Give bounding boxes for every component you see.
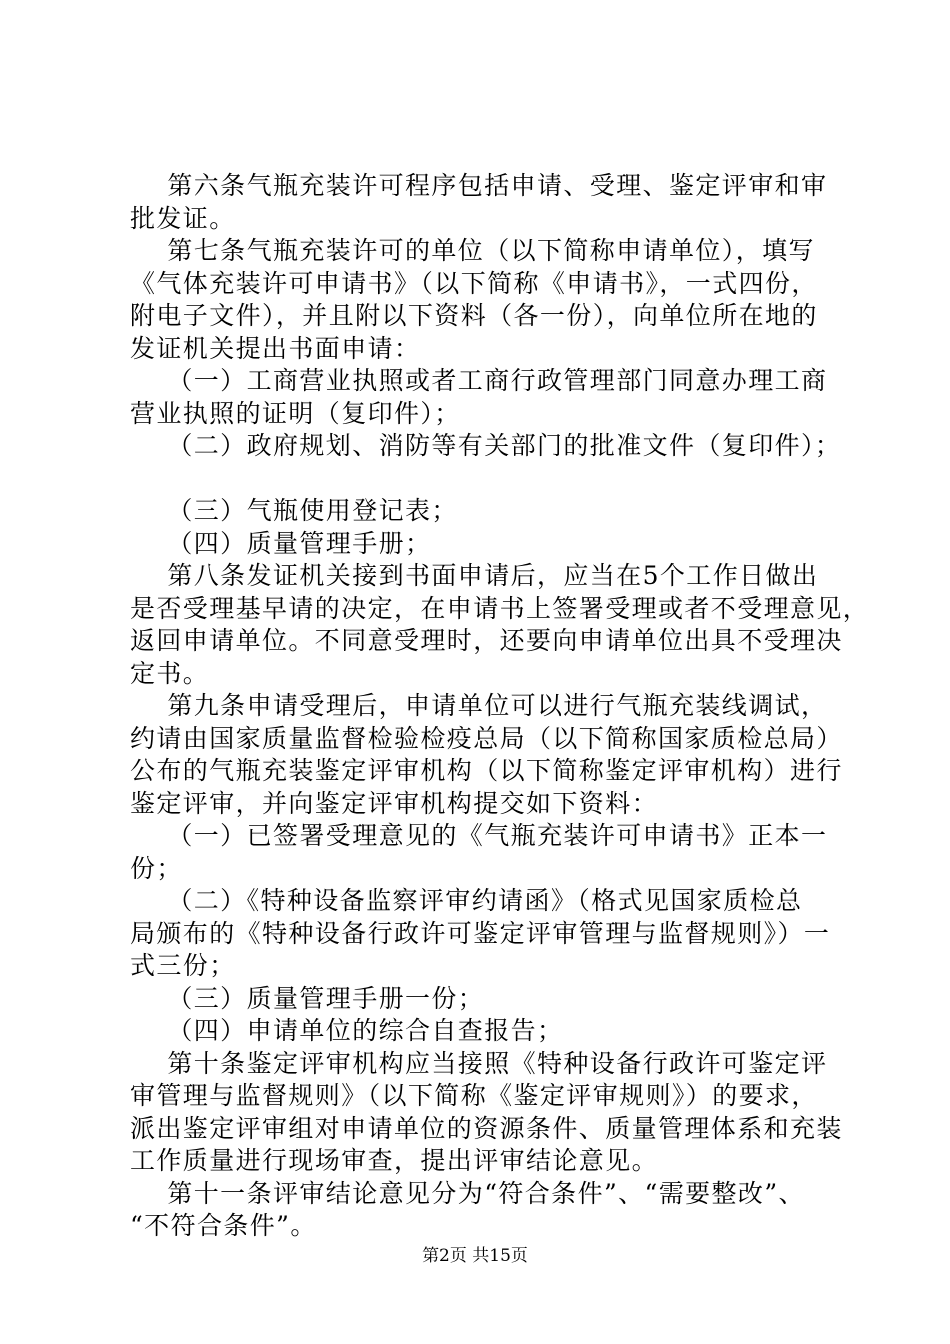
text-line: 发证机关提出书面申请： xyxy=(130,333,421,363)
text-line: 审管理与监督规则》（以下简称《鉴定评审规则》）的要求， xyxy=(130,1081,818,1110)
text-line: 附电子文件），并且附以下资料（各一份），向单位所在地的 xyxy=(130,301,818,330)
text-line: 第十一条评审结论意见分为“符合条件”、“需要整改”、 xyxy=(130,1178,805,1208)
text-line: 第六条气瓶充装许可程序包括申请、受理、鉴定评审和审 xyxy=(130,171,828,200)
text-line: 派出鉴定评审组对申请单位的资源条件、质量管理体系和充装 xyxy=(130,1113,843,1143)
text-line: “不符合条件”。 xyxy=(130,1211,317,1240)
text-line: （一）工商营业执照或者工商行政管理部门同意办理工商 xyxy=(130,366,828,395)
text-line: 返回申请单位。不同意受理时，还要向申请单位出具不受理决 xyxy=(130,626,843,655)
text-line: 批发证。 xyxy=(130,203,236,233)
text-line: 第七条气瓶充装许可的单位（以下简称申请单位），填写 xyxy=(130,236,815,265)
text-line: （二）政府规划、消防等有关部门的批准文件（复印件）； xyxy=(130,431,842,460)
text-line: 是否受理基早请的决定，在申请书上签署受理或者不受理意见， xyxy=(130,593,870,623)
document-body xyxy=(130,170,870,1243)
text-line: 鉴定评审，并向鉴定评审机构提交如下资料： xyxy=(130,788,659,818)
text-line: （三）气瓶使用登记表； xyxy=(130,496,458,525)
text-line: 局颁布的《特种设备行政许可鉴定评审管理与监督规则》）一 xyxy=(130,918,831,948)
text-line: 营业执照的证明（复印件）； xyxy=(130,398,461,428)
text-line: 定书。 xyxy=(130,658,210,688)
text-line: 份； xyxy=(130,853,183,883)
text-line: （一）已签署受理意见的《气瓶充装许可申请书》正本一 xyxy=(130,821,828,850)
text-line: 工作质量进行现场审查，提出评审结论意见。 xyxy=(130,1146,659,1175)
text-line: （三）质量管理手册一份； xyxy=(130,983,485,1013)
text-line: （四）质量管理手册； xyxy=(130,528,432,558)
text-line: （二）《特种设备监察评审约请函》（格式见国家质检总 xyxy=(130,886,803,915)
blank-line xyxy=(130,463,830,496)
text-line: 式三份； xyxy=(130,951,236,980)
text-line: 第十条鉴定评审机构应当接照《特种设备行政许可鉴定评 xyxy=(130,1048,828,1078)
text-line: 约请由国家质量监督检验检疫总局（以下简称国家质检总局） xyxy=(130,723,843,753)
text-line: 《气体充装许可申请书》（以下简称《申请书》，一式四份， xyxy=(130,268,818,298)
text-line: （四）申请单位的综合自查报告； xyxy=(130,1016,564,1045)
text-line: 第九条申请受理后，申请单位可以进行气瓶充装线调试， xyxy=(130,691,828,720)
text-line: 公布的气瓶充装鉴定评审机构（以下简称鉴定评审机构）进行 xyxy=(130,756,843,785)
text-line: 第八条发证机关接到书面申请后，应当在5个工作日做出 xyxy=(130,561,819,590)
page-number-footer: 第2页 共15页 xyxy=(422,1246,528,1266)
